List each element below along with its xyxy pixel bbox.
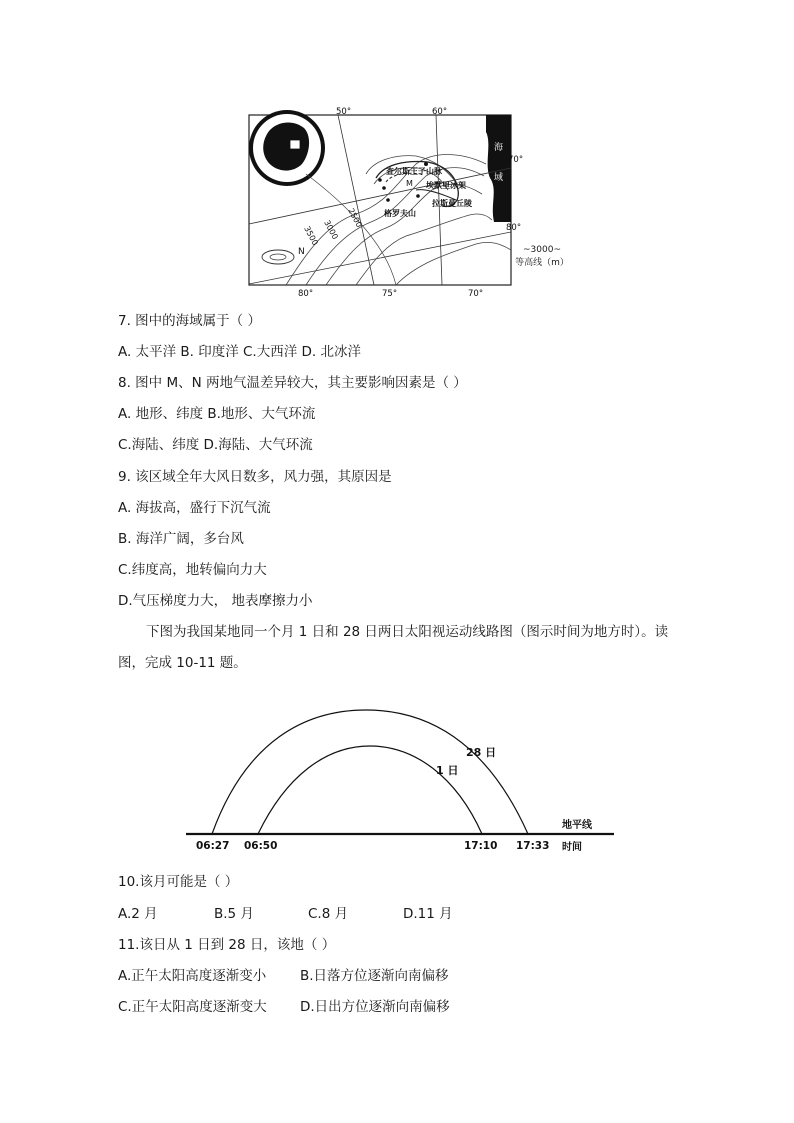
- q11-option-b: B.日落方位逐渐向南偏移: [300, 968, 449, 984]
- q8-stem: 8. 图中 M、N 两地气温差异较大，其主要影响因素是（ ）: [118, 375, 467, 391]
- sea-area-char: 域: [494, 173, 504, 183]
- sea-area-char: 海: [494, 143, 504, 153]
- horizon-label: 地平线: [562, 820, 592, 831]
- q9-stem: 9. 该区域全年大风日数多，风力强，其原因是: [118, 469, 392, 485]
- sun-path-1-label: 1 日: [436, 764, 459, 777]
- time-tick-1710: 17:10: [464, 840, 498, 852]
- lon-label-80: 80°: [298, 289, 314, 299]
- point-m-label: M: [406, 179, 413, 188]
- q10-option-d: D.11 月: [403, 906, 453, 922]
- antarctica-contour-map: [246, 104, 524, 300]
- q11-option-a: A.正午太阳高度逐渐变小: [118, 968, 267, 984]
- time-axis-label: 时间: [562, 842, 582, 853]
- sun-path-28-label: 28 日: [466, 746, 497, 759]
- q8-options-line2: C.海陆、纬度 D.海陆、大气环流: [118, 437, 313, 453]
- q7-stem: 7. 图中的海域属于（ ）: [118, 313, 261, 329]
- lat-label-80: 80°: [506, 223, 522, 233]
- q9-option-a: A. 海拔高，盛行下沉气流: [118, 500, 271, 516]
- q10-option-a: A.2 月: [118, 906, 158, 922]
- legend-caption: 等高线（m）: [515, 258, 569, 268]
- q9-option-b: B. 海洋广阔，多台风: [118, 531, 244, 547]
- legend-contour-value: ~3000~: [523, 245, 561, 255]
- sun-path-1: [258, 746, 482, 834]
- q11-option-d: D.日出方位逐渐向南偏移: [300, 999, 450, 1015]
- q10-option-b: B.5 月: [214, 906, 254, 922]
- q11-stem: 11.该日从 1 日到 28 日，该地（ ）: [118, 937, 336, 953]
- lat-label-50: 50°: [336, 107, 352, 117]
- place-amery-ice-shelf: 埃默里冰架: [426, 181, 466, 190]
- map-legend: [512, 244, 572, 270]
- q8-options-line1: A. 地形、纬度 B.地形、大气环流: [118, 406, 316, 422]
- q9-option-c: C.纬度高，地转偏向力大: [118, 562, 267, 578]
- point-n-label: N: [298, 247, 305, 257]
- place-grove-mountains: 格罗夫山: [384, 209, 416, 218]
- lat-label-60: 60°: [432, 107, 448, 117]
- lon-label-75: 75°: [382, 289, 398, 299]
- q11-option-c: C.正午太阳高度逐渐变大: [118, 999, 267, 1015]
- intro-paragraph: 下图为我国某地同一个月 1 日和 28 日两日太阳视运动线路图（图示时间为地方时）。读图，完成 10-11 题。: [118, 624, 669, 671]
- q10-stem: 10.该月可能是（ ）: [118, 874, 239, 890]
- q10-option-c: C.8 月: [308, 906, 349, 922]
- place-larsemann-hills: 拉斯曼丘陵: [432, 199, 472, 208]
- q9-option-d: D.气压梯度力大， 地表摩擦力小: [118, 593, 313, 609]
- contour-label-2500: 2500: [346, 206, 364, 229]
- q7-options: A. 太平洋 B. 印度洋 C.大西洋 D. 北冰洋: [118, 344, 361, 360]
- sun-path-diagram: [186, 700, 618, 860]
- lat-label-70: 70°: [508, 155, 524, 165]
- lon-label-70: 70°: [468, 289, 484, 299]
- contour-label-3500: 3500: [302, 224, 320, 247]
- contour-label-3000: 3000: [322, 218, 340, 241]
- time-tick-1733: 17:33: [516, 840, 550, 852]
- place-prince-charles-mountains: 查尔斯王子山脉: [386, 167, 442, 176]
- time-tick-0627: 06:27: [196, 840, 230, 852]
- sun-path-28: [212, 710, 528, 834]
- time-tick-0650: 06:50: [244, 840, 278, 852]
